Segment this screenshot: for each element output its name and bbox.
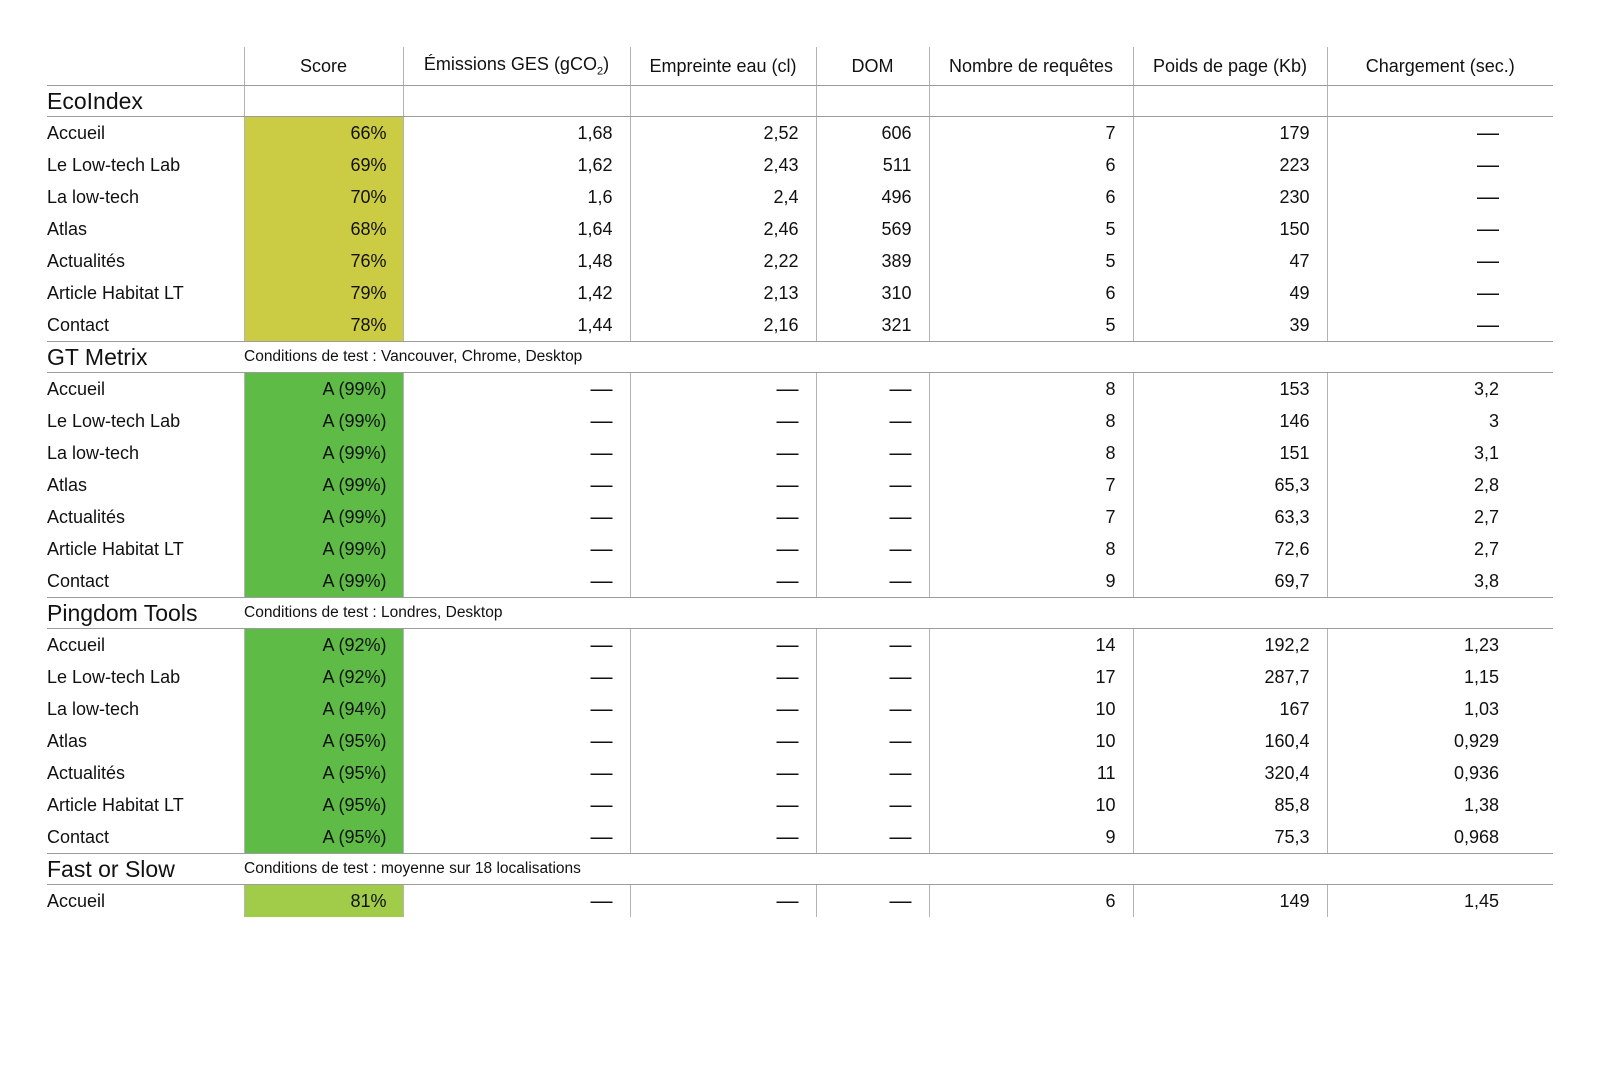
requests-cell: 6 [929, 149, 1133, 181]
load-time-cell: — [1327, 213, 1553, 245]
water-cell: — [630, 501, 816, 533]
section-title: Pingdom Tools [47, 598, 244, 629]
load-time-cell: 3,1 [1327, 437, 1553, 469]
dom-cell: — [816, 405, 929, 437]
requests-cell: 7 [929, 501, 1133, 533]
score-cell: A (99%) [244, 501, 403, 533]
table-row [47, 405, 1553, 437]
requests-cell: 6 [929, 885, 1133, 918]
emissions-cell: — [403, 757, 630, 789]
emissions-cell: — [403, 437, 630, 469]
page-weight-cell: 85,8 [1133, 789, 1327, 821]
water-cell: — [630, 885, 816, 918]
dom-cell: — [816, 373, 929, 406]
emissions-cell: 1,42 [403, 277, 630, 309]
score-cell: A (99%) [244, 565, 403, 598]
load-time-cell: 0,936 [1327, 757, 1553, 789]
header-load-time: Chargement (sec.) [1327, 47, 1553, 86]
score-cell: A (94%) [244, 693, 403, 725]
score-cell: A (95%) [244, 789, 403, 821]
website-performance-table [47, 47, 1553, 917]
dom-cell: 511 [816, 149, 929, 181]
page-name-cell: Accueil [47, 123, 106, 143]
page-weight-cell: 192,2 [1133, 629, 1327, 662]
table-row [47, 693, 1553, 725]
page-name-cell: Contact [47, 821, 244, 854]
load-time-cell: 1,23 [1327, 629, 1553, 662]
page-name-cell: Contact [47, 309, 244, 342]
table-row [47, 533, 1553, 565]
score-cell: A (95%) [244, 725, 403, 757]
test-conditions: Conditions de test : Londres, Desktop [244, 598, 1553, 629]
section-title: EcoIndex [47, 86, 244, 117]
emissions-cell: 1,44 [403, 309, 630, 342]
page-weight-cell: 230 [1133, 181, 1327, 213]
table-row [47, 661, 1553, 693]
requests-cell: 17 [929, 661, 1133, 693]
water-cell: — [630, 757, 816, 789]
table-row [47, 629, 1553, 662]
water-cell: — [630, 629, 816, 662]
section-header-pingdom-tools [47, 598, 1553, 629]
water-cell: — [630, 469, 816, 501]
water-cell: — [630, 533, 816, 565]
requests-cell: 9 [929, 565, 1133, 598]
emissions-cell: — [403, 725, 630, 757]
emissions-cell: 1,64 [403, 213, 630, 245]
page-weight-cell: 146 [1133, 405, 1327, 437]
load-time-cell: — [1327, 181, 1553, 213]
water-cell: 2,22 [630, 245, 816, 277]
score-cell: 79% [244, 277, 403, 309]
load-time-cell: 1,38 [1327, 789, 1553, 821]
score-cell: 78% [244, 309, 403, 342]
emissions-cell: — [403, 373, 630, 406]
water-cell: — [630, 373, 816, 406]
load-time-cell: 2,7 [1327, 533, 1553, 565]
page-weight-cell: 223 [1133, 149, 1327, 181]
test-conditions: Conditions de test : Vancouver, Chrome, Desktop [244, 342, 1553, 373]
page-weight-cell: 320,4 [1133, 757, 1327, 789]
requests-cell: 5 [929, 309, 1133, 342]
dom-cell: 569 [816, 213, 929, 245]
emissions-cell: — [403, 565, 630, 598]
score-cell: 68% [244, 213, 403, 245]
emissions-cell: — [403, 693, 630, 725]
load-time-cell: — [1327, 117, 1553, 150]
emissions-cell: — [403, 469, 630, 501]
load-time-cell: 1,45 [1327, 885, 1553, 918]
dom-cell: 606 [816, 117, 929, 150]
section-header-ecoindex [47, 86, 1553, 117]
page-weight-cell: 153 [1133, 373, 1327, 406]
comparison-table-container [47, 47, 1553, 917]
water-cell: — [630, 693, 816, 725]
score-cell: 76% [244, 245, 403, 277]
dom-cell: — [816, 437, 929, 469]
load-time-cell: 0,929 [1327, 725, 1553, 757]
page-name-cell: Le Low-tech Lab [47, 155, 181, 175]
page-weight-cell: 49 [1133, 277, 1327, 309]
page-name-cell: Article Habitat LT [47, 539, 184, 559]
table-row [47, 245, 1553, 277]
page-name-cell: Le Low-tech Lab [47, 411, 181, 431]
section-header-empty-cell [403, 86, 630, 117]
requests-cell: 7 [929, 469, 1133, 501]
page-name-cell: Accueil [47, 891, 106, 911]
page-name-cell: Atlas [47, 219, 88, 239]
water-cell: 2,52 [630, 117, 816, 150]
dom-cell: — [816, 629, 929, 662]
emissions-cell: — [403, 501, 630, 533]
header-dom: DOM [816, 47, 929, 86]
header-requests: Nombre de requêtes [929, 47, 1133, 86]
water-cell: — [630, 565, 816, 598]
emissions-cell: — [403, 533, 630, 565]
page-name-cell: Actualités [47, 763, 126, 783]
table-row [47, 725, 1553, 757]
water-cell: — [630, 821, 816, 854]
water-cell: 2,13 [630, 277, 816, 309]
dom-cell: — [816, 661, 929, 693]
header-row [47, 47, 1553, 86]
emissions-cell: — [403, 789, 630, 821]
page-name-cell: Actualités [47, 251, 126, 271]
header-page-weight: Poids de page (Kb) [1133, 47, 1327, 86]
score-cell: A (92%) [244, 661, 403, 693]
section-header-empty-cell [244, 86, 403, 117]
emissions-cell: — [403, 661, 630, 693]
requests-cell: 8 [929, 533, 1133, 565]
requests-cell: 8 [929, 437, 1133, 469]
score-cell: 70% [244, 181, 403, 213]
dom-cell: — [816, 501, 929, 533]
load-time-cell: 1,15 [1327, 661, 1553, 693]
page-weight-cell: 75,3 [1133, 821, 1327, 854]
water-cell: 2,46 [630, 213, 816, 245]
page-name-cell: Actualités [47, 507, 126, 527]
page-weight-cell: 72,6 [1133, 533, 1327, 565]
score-cell: 81% [244, 885, 403, 918]
page-weight-cell: 65,3 [1133, 469, 1327, 501]
page-weight-cell: 63,3 [1133, 501, 1327, 533]
section-title: GT Metrix [47, 342, 244, 373]
header-emissions-close: ) [603, 53, 610, 74]
page-name-cell: Accueil [47, 635, 106, 655]
requests-cell: 11 [929, 757, 1133, 789]
emissions-cell: — [403, 405, 630, 437]
score-cell: A (95%) [244, 821, 403, 854]
table-row [47, 437, 1553, 469]
load-time-cell: 2,7 [1327, 501, 1553, 533]
page-weight-cell: 69,7 [1133, 565, 1327, 598]
table-row [47, 501, 1553, 533]
dom-cell: 321 [816, 309, 929, 342]
test-conditions: Conditions de test : moyenne sur 18 localisations [244, 854, 1553, 885]
page-name-cell: Le Low-tech Lab [47, 667, 181, 687]
table-row [47, 181, 1553, 213]
table-row [47, 117, 1553, 150]
page-name-cell: Atlas [47, 731, 88, 751]
table-body [47, 86, 1553, 918]
water-cell: — [630, 405, 816, 437]
emissions-cell: — [403, 629, 630, 662]
requests-cell: 5 [929, 213, 1133, 245]
water-cell: — [630, 789, 816, 821]
requests-cell: 10 [929, 725, 1133, 757]
requests-cell: 7 [929, 117, 1133, 150]
page-weight-cell: 39 [1133, 309, 1327, 342]
score-cell: 66% [244, 117, 403, 150]
load-time-cell: — [1327, 309, 1553, 342]
header-emissions [403, 47, 630, 86]
emissions-cell: — [403, 821, 630, 854]
water-cell: — [630, 725, 816, 757]
table-row [47, 565, 1553, 598]
dom-cell: 389 [816, 245, 929, 277]
score-cell: A (99%) [244, 469, 403, 501]
requests-cell: 10 [929, 693, 1133, 725]
page-name-cell: Accueil [47, 379, 106, 399]
page-name-cell: Article Habitat LT [47, 283, 184, 303]
requests-cell: 9 [929, 821, 1133, 854]
section-header-empty-cell [1327, 86, 1553, 117]
table-row [47, 821, 1553, 854]
table-header [47, 47, 1553, 86]
load-time-cell: — [1327, 149, 1553, 181]
table-row [47, 469, 1553, 501]
header-emissions-label: Émissions GES (gCO [423, 53, 597, 74]
section-header-empty-cell [1133, 86, 1327, 117]
load-time-cell: 0,968 [1327, 821, 1553, 854]
water-cell: — [630, 437, 816, 469]
dom-cell: — [816, 757, 929, 789]
load-time-cell: — [1327, 277, 1553, 309]
score-cell: A (95%) [244, 757, 403, 789]
page-name-cell: La low-tech [47, 699, 140, 719]
section-title: Fast or Slow [47, 854, 244, 885]
requests-cell: 5 [929, 245, 1133, 277]
score-cell: 69% [244, 149, 403, 181]
table-row [47, 277, 1553, 309]
requests-cell: 8 [929, 405, 1133, 437]
page-weight-cell: 150 [1133, 213, 1327, 245]
section-header-empty-cell [816, 86, 929, 117]
table-row [47, 885, 1553, 918]
dom-cell: — [816, 469, 929, 501]
score-cell: A (99%) [244, 373, 403, 406]
dom-cell: — [816, 885, 929, 918]
load-time-cell: — [1327, 245, 1553, 277]
dom-cell: — [816, 533, 929, 565]
emissions-cell: 1,68 [403, 117, 630, 150]
section-header-fast-or-slow [47, 854, 1553, 885]
dom-cell: — [816, 821, 929, 854]
requests-cell: 10 [929, 789, 1133, 821]
load-time-cell: 3 [1327, 405, 1553, 437]
page-weight-cell: 160,4 [1133, 725, 1327, 757]
page-weight-cell: 167 [1133, 693, 1327, 725]
water-cell: 2,16 [630, 309, 816, 342]
water-cell: 2,4 [630, 181, 816, 213]
page-weight-cell: 47 [1133, 245, 1327, 277]
requests-cell: 8 [929, 373, 1133, 406]
page-name-cell: La low-tech [47, 443, 140, 463]
page-weight-cell: 287,7 [1133, 661, 1327, 693]
page-name-cell: Contact [47, 565, 244, 598]
section-header-empty-cell [630, 86, 816, 117]
water-cell: 2,43 [630, 149, 816, 181]
page-name-cell: La low-tech [47, 187, 140, 207]
page-name-cell: Article Habitat LT [47, 795, 184, 815]
dom-cell: — [816, 725, 929, 757]
table-row [47, 213, 1553, 245]
page-weight-cell: 149 [1133, 885, 1327, 918]
score-cell: A (99%) [244, 437, 403, 469]
table-row [47, 149, 1553, 181]
table-row [47, 757, 1553, 789]
load-time-cell: 3,8 [1327, 565, 1553, 598]
score-cell: A (99%) [244, 533, 403, 565]
table-row [47, 309, 1553, 342]
requests-cell: 6 [929, 181, 1133, 213]
load-time-cell: 3,2 [1327, 373, 1553, 406]
dom-cell: 496 [816, 181, 929, 213]
emissions-cell: 1,62 [403, 149, 630, 181]
header-water: Empreinte eau (cl) [630, 47, 816, 86]
header-score: Score [244, 47, 403, 86]
load-time-cell: 2,8 [1327, 469, 1553, 501]
page-weight-cell: 151 [1133, 437, 1327, 469]
dom-cell: 310 [816, 277, 929, 309]
load-time-cell: 1,03 [1327, 693, 1553, 725]
dom-cell: — [816, 693, 929, 725]
dom-cell: — [816, 565, 929, 598]
page-weight-cell: 179 [1133, 117, 1327, 150]
water-cell: — [630, 661, 816, 693]
emissions-cell: — [403, 885, 630, 918]
header-emissions-subscript: 2 [596, 65, 604, 78]
emissions-cell: 1,6 [403, 181, 630, 213]
score-cell: A (99%) [244, 405, 403, 437]
emissions-cell: 1,48 [403, 245, 630, 277]
requests-cell: 14 [929, 629, 1133, 662]
score-cell: A (92%) [244, 629, 403, 662]
section-header-gt-metrix [47, 342, 1553, 373]
page-name-cell: Atlas [47, 475, 88, 495]
dom-cell: — [816, 789, 929, 821]
table-row [47, 373, 1553, 406]
table-row [47, 789, 1553, 821]
header-page [47, 47, 244, 86]
section-header-empty-cell [929, 86, 1133, 117]
requests-cell: 6 [929, 277, 1133, 309]
